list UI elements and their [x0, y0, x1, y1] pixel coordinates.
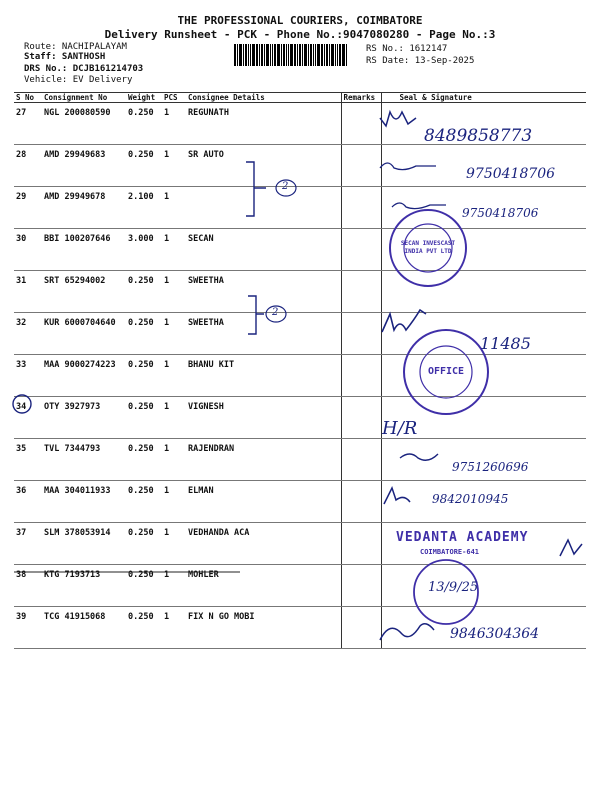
cell-sno: 37 [14, 523, 42, 565]
signature-32 [382, 310, 426, 332]
header-remarks: Remarks [341, 93, 381, 103]
cell-consignee: BHANU KIT [186, 355, 341, 397]
cell-pcs: 1 [162, 439, 186, 481]
cell-consignment: SLM 378053914 [42, 523, 126, 565]
cell-pcs: 1 [162, 607, 186, 649]
hw-hr-35: H/R [382, 418, 418, 439]
header-sno: S No [14, 93, 42, 103]
signature-36 [384, 488, 410, 504]
signature-37 [560, 540, 582, 556]
cell-sno: 33 [14, 355, 42, 397]
hw-ditto-31: 2 [272, 307, 279, 318]
cell-pcs: 1 [162, 313, 186, 355]
hw-phone-28: 9750418706 [466, 166, 556, 182]
cell-weight: 0.250 [126, 607, 162, 649]
cell-consignee: MOHLER [186, 565, 341, 607]
cell-consignee: VIGNESH [186, 397, 341, 439]
cell-weight: 0.250 [126, 355, 162, 397]
cell-weight: 0.250 [126, 523, 162, 565]
cell-sno: 31 [14, 271, 42, 313]
signature-39 [380, 624, 434, 640]
cell-consignee: SECAN [186, 229, 341, 271]
hw-phone-32: 11485 [480, 334, 531, 353]
vedanta-stamp-name: VEDANTA ACADEMY [396, 530, 529, 545]
header-seal-signature: Seal & Signature [381, 93, 586, 103]
header-pcs: PCS [162, 93, 186, 103]
cell-consignment: KUR 6000704640 [42, 313, 126, 355]
hw-phone-39: 9846304364 [450, 626, 540, 642]
cell-weight: 0.250 [126, 271, 162, 313]
cell-weight: 3.000 [126, 229, 162, 271]
hw-phone-36: 9842010945 [432, 492, 509, 506]
cell-consignment: NGL 200080590 [42, 103, 126, 145]
signature-27 [380, 112, 416, 126]
cell-consignment: AMD 29949678 [42, 187, 126, 229]
cell-consignment: SRT 65294002 [42, 271, 126, 313]
header-consignee: Consignee Details [186, 93, 341, 103]
cell-sno: 32 [14, 313, 42, 355]
cell-pcs: 1 [162, 103, 186, 145]
cell-sno: 34 [14, 397, 42, 439]
cell-weight: 0.250 [126, 397, 162, 439]
cell-sno: 36 [14, 481, 42, 523]
ditto-bracket-31 [248, 296, 264, 334]
signature-35 [400, 454, 438, 460]
cell-consignment: KTG 7193713 [42, 565, 126, 607]
cell-pcs: 1 [162, 565, 186, 607]
cell-consignee: FIX N GO MOBI [186, 607, 341, 649]
cell-sno: 27 [14, 103, 42, 145]
cell-consignment: MAA 304011933 [42, 481, 126, 523]
cell-sno: 30 [14, 229, 42, 271]
cell-consignment: TVL 7344793 [42, 439, 126, 481]
cell-weight: 2.100 [126, 187, 162, 229]
hw-phone-29: 9750418706 [462, 206, 539, 220]
company-title: THE PROFESSIONAL COURIERS, COIMBATORE [177, 14, 423, 27]
cell-consignee: ELMAN [186, 481, 341, 523]
drs-text: DRS No.: DCJB161214703 [24, 64, 144, 74]
cell-pcs: 1 [162, 397, 186, 439]
cell-pcs: 1 [162, 271, 186, 313]
cell-consignment: MAA 9000274223 [42, 355, 126, 397]
cell-sno: 38 [14, 565, 42, 607]
cell-consignment: BBI 100207646 [42, 229, 126, 271]
header-weight: Weight [126, 93, 162, 103]
cell-consignee: SWEETHA [186, 271, 341, 313]
rs-number: RS No.: 1612147 [366, 44, 448, 54]
cell-weight: 0.250 [126, 313, 162, 355]
ditto-bracket-28 [246, 162, 266, 216]
hw-phone-27: 8489858773 [424, 126, 533, 146]
cell-pcs: 1 [162, 145, 186, 187]
cell-consignment: TCG 41915068 [42, 607, 126, 649]
cell-pcs: 1 [162, 523, 186, 565]
runsheet-line: Delivery Runsheet - PCK - Phone No.:9047080280 - Page No.:3 [104, 28, 496, 41]
cell-weight: 0.250 [126, 481, 162, 523]
hw-phone-35: 9751260696 [452, 460, 529, 474]
cell-consignee: VEDHANDA ACA [186, 523, 341, 565]
staff-text: Staff: SANTHOSH [24, 52, 106, 62]
cell-consignment: AMD 29949683 [42, 145, 126, 187]
cell-weight: 0.250 [126, 145, 162, 187]
cell-consignee: REGUNATH [186, 103, 341, 145]
cell-consignee: RAJENDRAN [186, 439, 341, 481]
cell-sno: 29 [14, 187, 42, 229]
vedanta-stamp-city: COIMBATORE-641 [420, 548, 480, 556]
cell-weight: 0.250 [126, 103, 162, 145]
cell-sno: 39 [14, 607, 42, 649]
rs-date: RS Date: 13-Sep-2025 [366, 56, 475, 66]
header-consignment: Consignment No [42, 93, 126, 103]
vehicle-text: Vehicle: EV Delivery [24, 75, 133, 85]
signature-29 [392, 203, 446, 209]
office-stamp-text: OFFICE [427, 366, 465, 377]
cell-pcs: 1 [162, 187, 186, 229]
cell-consignee: SWEETHA [186, 313, 341, 355]
cell-weight: 0.250 [126, 439, 162, 481]
route-text: Route: NACHIPALAYAM [24, 42, 127, 52]
cell-sno: 28 [14, 145, 42, 187]
hw-ditto-28: 2 [282, 181, 289, 192]
cell-pcs: 1 [162, 229, 186, 271]
cell-consignment: OTY 3927973 [42, 397, 126, 439]
secan-stamp-text: SECAN INVESCAST INDIA PVT LTD [400, 240, 456, 255]
signature-28 [380, 163, 436, 170]
cell-pcs: 1 [162, 355, 186, 397]
cell-sno: 35 [14, 439, 42, 481]
cell-consignee: SR AUTO [186, 145, 341, 187]
row-34-circle [13, 395, 31, 413]
cell-weight: 0.250 [126, 565, 162, 607]
cell-pcs: 1 [162, 481, 186, 523]
hw-date-38: 13/9/25 [428, 580, 479, 595]
